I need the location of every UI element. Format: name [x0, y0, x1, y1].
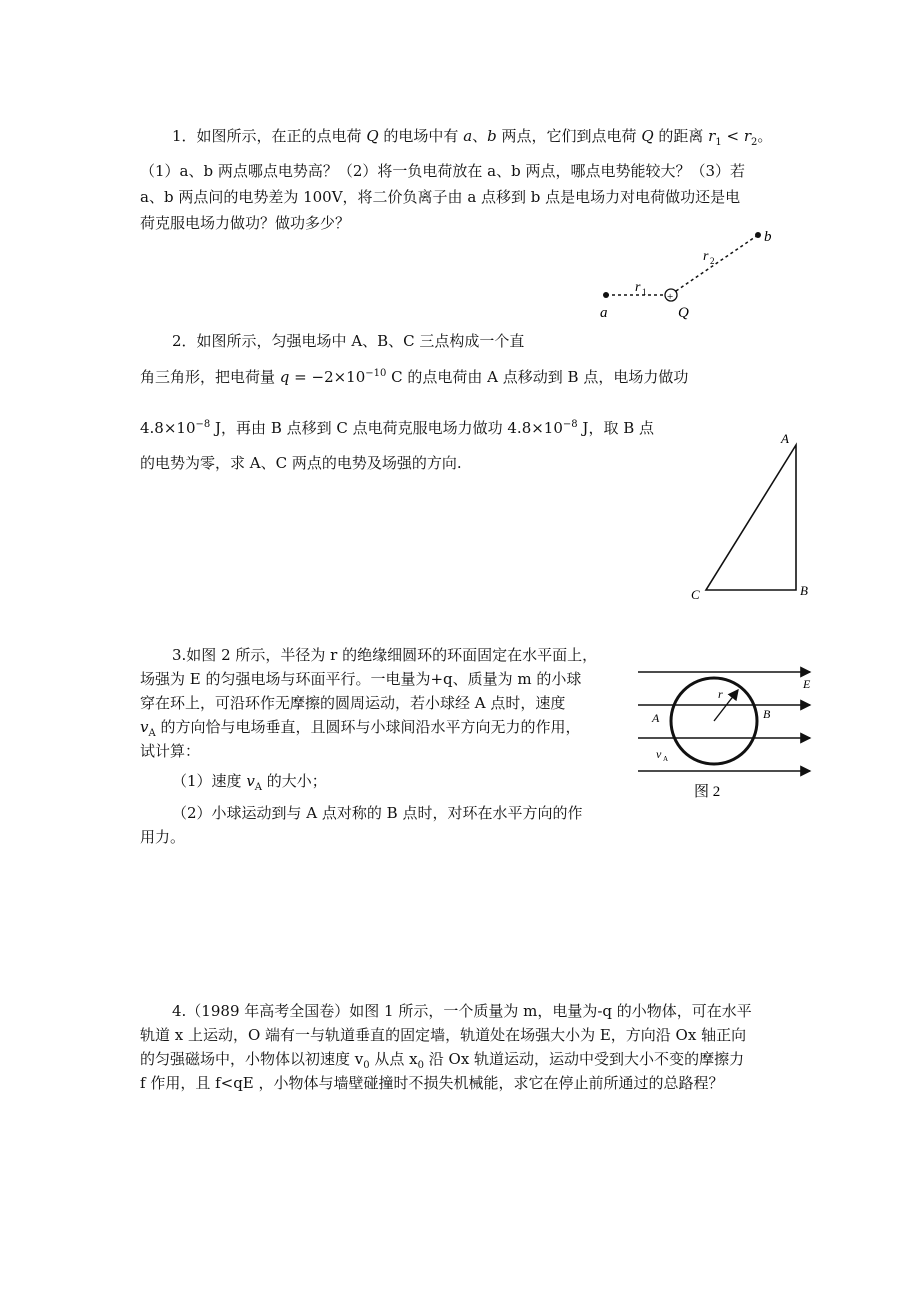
q1-line-2: （1）a、b 两点哪点电势高？（2）将一负电荷放在 a、b 两点，哪点电势能较大？（3）若	[140, 162, 746, 180]
label-vA-sub: A	[663, 755, 669, 763]
q3-line-7: （2）小球运动到与 A 点对称的 B 点时，对环在水平方向的作	[172, 804, 583, 822]
label-b: b	[764, 229, 772, 245]
q1-line-3: a、b 两点问的电势差为 100V，将二价负离子由 a 点移到 b 点是电场力对电荷做功还是电	[140, 188, 741, 206]
label-r2: r	[703, 249, 709, 264]
point-b	[755, 232, 761, 238]
label-r2-sub: 2	[710, 256, 715, 266]
label-E: E	[803, 677, 811, 691]
q3-line-1: 3.如图 2 所示，半径为 r 的绝缘细圆环的环面固定在水平面上，	[172, 646, 598, 664]
q3-line-5: 试计算：	[140, 742, 201, 760]
q3-line-2: 场强为 E 的匀强电场与环面平行。一电量为+q、质量为 m 的小球	[140, 670, 582, 688]
label-vA: v	[656, 747, 662, 761]
q4-line-1: 4.（1989 年高考全国卷）如图 1 所示，一个质量为 m，电量为-q 的小物体，可在水平	[172, 1002, 752, 1020]
q3-ring-figure	[630, 660, 825, 805]
q2-line-3: $4.8\times 10^{-8}$ J，再由 B 点移到 C 点电荷克服电场力做功 $4.8\times 10^{-8}$ J，取 B 点	[140, 419, 654, 437]
label-r1-sub: 1	[642, 287, 647, 297]
charge-plus-sign: +	[667, 291, 674, 303]
label-r: r	[718, 687, 723, 701]
q3-line-6: （1）速度 $v_A$ 的大小；	[172, 772, 327, 793]
q1-figure	[590, 225, 790, 325]
q1-line-4: 荷克服电场力做功？做功多少？	[140, 214, 351, 232]
q1-line-1: 1．如图所示，在正的点电荷 Q 的电场中有 a、b 两点，它们到点电荷 Q 的距离 $r_1 < r_2$。	[172, 127, 773, 148]
q3-line-4: $v_A$ 的方向恰与电场垂直，且圆环与小球间沿水平方向无力的作用，	[140, 718, 581, 739]
q2-line-2: 角三角形，把电荷量 $q = -2\times 10^{-10}$ C 的点电荷由 A 点移动到 B 点，电场力做功	[140, 368, 689, 386]
label-A: A	[652, 711, 660, 725]
label-C: C	[691, 587, 700, 602]
label-B: B	[800, 583, 808, 598]
r2-dashed-line	[676, 235, 758, 291]
label-a: a	[600, 305, 608, 321]
q2-line-4: 的电势为零，求 A、C 两点的电势及场强的方向.	[140, 454, 462, 472]
q4-line-2: 轨道 x 上运动，O 端有一与轨道垂直的固定墙，轨道处在场强大小为 E，方向沿 Ox 轴正向	[140, 1026, 747, 1044]
figure-caption: 图 2	[694, 784, 721, 800]
q2-triangle-figure	[680, 425, 820, 605]
q3-line-8: 用力。	[140, 828, 186, 846]
q4-line-4: f 作用，且 f<qE ，小物体与墙壁碰撞时不损失机械能，求它在停止前所通过的总路程？	[140, 1074, 724, 1092]
q3-line-3: 穿在环上，可沿环作无摩擦的圆周运动，若小球经 A 点时，速度	[140, 694, 566, 712]
label-A: A	[781, 431, 789, 446]
label-r1: r	[635, 280, 641, 295]
q2-line-1: 2．如图所示，匀强电场中 A、B、C 三点构成一个直	[172, 332, 525, 350]
label-B: B	[763, 707, 771, 721]
q4-line-3: 的匀强磁场中，小物体以初速度 $v_0$ 从点 $x_0$ 沿 Ox 轨道运动，运动中受到大小不变的摩擦力	[140, 1050, 745, 1071]
triangle-ABC	[706, 445, 796, 590]
label-Q: Q	[678, 305, 689, 321]
